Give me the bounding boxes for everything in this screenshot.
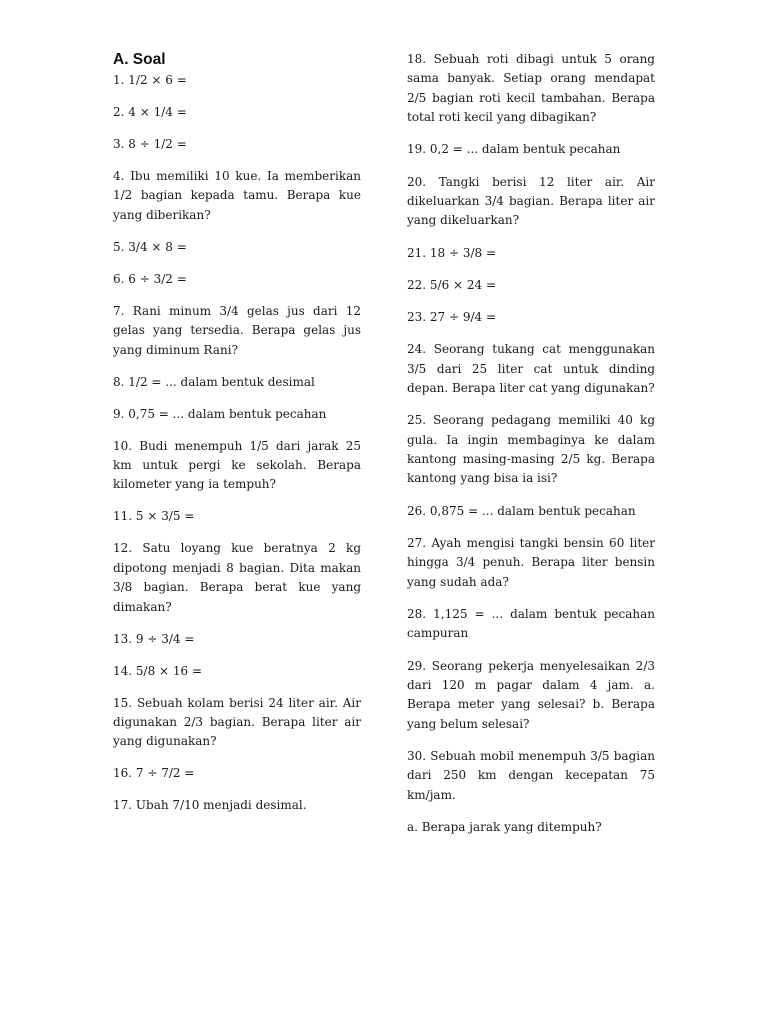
question-23: 23. 27 ÷ 9/4 = (407, 310, 497, 325)
question-30-part-a: a. Berapa jarak yang ditempuh? (407, 819, 602, 834)
left-column (113, 50, 361, 828)
question-10: 10. Budi menempuh 1/5 dari jarak 25 km untuk pergi ke sekolah. Berapa kilometer yang ia tempuh? (113, 438, 361, 492)
question-11: 11. 5 × 3/5 = (113, 509, 195, 524)
question-26: 26. 0,875 = ... dalam bentuk pecahan (407, 503, 636, 518)
question-16: 16. 7 ÷ 7/2 = (113, 766, 195, 781)
question-28: 28. 1,125 = ... dalam bentuk pecahan campuran (407, 606, 655, 641)
question-29: 29. Seorang pekerja menyelesaikan 2/3 dari 120 m pagar dalam 4 jam. a. Berapa meter yang selesai? b. Berapa yang belum selesai? (407, 658, 655, 731)
question-9: 9. 0,75 = ... dalam bentuk pecahan (113, 406, 327, 421)
question-3: 3. 8 ÷ 1/2 = (113, 137, 187, 151)
question-12: 12. Satu loyang kue beratnya 2 kg dipotong menjadi 8 bagian. Dita makan 3/8 bagian. Berapa berat kue yang dimakan? (113, 541, 361, 614)
question-25: 25. Seorang pedagang memiliki 40 kg gula. Ia ingin membaginya ke dalam kantong masing-masing 2/5 kg. Berapa kantong yang bisa ia isi? (407, 413, 655, 486)
question-19: 19. 0,2 = ... dalam bentuk pecahan (407, 142, 621, 157)
question-15: 15. Sebuah kolam berisi 24 liter air. Air digunakan 2/3 bagian. Berapa liter air yang digunakan? (113, 695, 361, 749)
question-21: 21. 18 ÷ 3/8 = (407, 245, 497, 260)
question-24: 24. Seorang tukang cat menggunakan 3/5 dari 25 liter cat untuk dinding depan. Berapa liter cat yang digunakan? (407, 342, 655, 396)
question-8: 8. 1/2 = ... dalam bentuk desimal (113, 374, 315, 389)
question-2: 2. 4 × 1/4 = (113, 105, 187, 119)
question-27: 27. Ayah mengisi tangki bensin 60 liter hingga 3/4 penuh. Berapa liter bensin yang sudah ada? (407, 535, 655, 589)
question-22: 22. 5/6 × 24 = (407, 277, 497, 292)
right-column (407, 50, 655, 850)
question-6: 6. 6 ÷ 3/2 = (113, 271, 187, 286)
section-heading: A. Soal (113, 51, 166, 68)
question-1: 1. 1/2 × 6 = (113, 73, 187, 87)
question-20: 20. Tangki berisi 12 liter air. Air dikeluarkan 3/4 bagian. Berapa liter air yang dikeluarkan? (407, 174, 655, 228)
question-14: 14. 5/8 × 16 = (113, 663, 203, 678)
question-17: 17. Ubah 7/10 menjadi desimal. (113, 798, 307, 813)
question-13: 13. 9 ÷ 3/4 = (113, 631, 195, 646)
question-5: 5. 3/4 × 8 = (113, 239, 187, 254)
question-4: 4. Ibu memiliki 10 kue. Ia memberikan 1/2 bagian kepada tamu. Berapa kue yang diberikan? (113, 169, 361, 222)
question-18: 18. Sebuah roti dibagi untuk 5 orang sama banyak. Setiap orang mendapat 2/5 bagian roti kecil tambahan. Berapa total roti kecil yang dibagikan? (407, 52, 655, 125)
question-30: 30. Sebuah mobil menempuh 3/5 bagian dari 250 km dengan kecepatan 75 km/jam. (407, 748, 655, 802)
question-7: 7. Rani minum 3/4 gelas jus dari 12 gelas yang tersedia. Berapa gelas jus yang diminum Rani? (113, 303, 361, 357)
